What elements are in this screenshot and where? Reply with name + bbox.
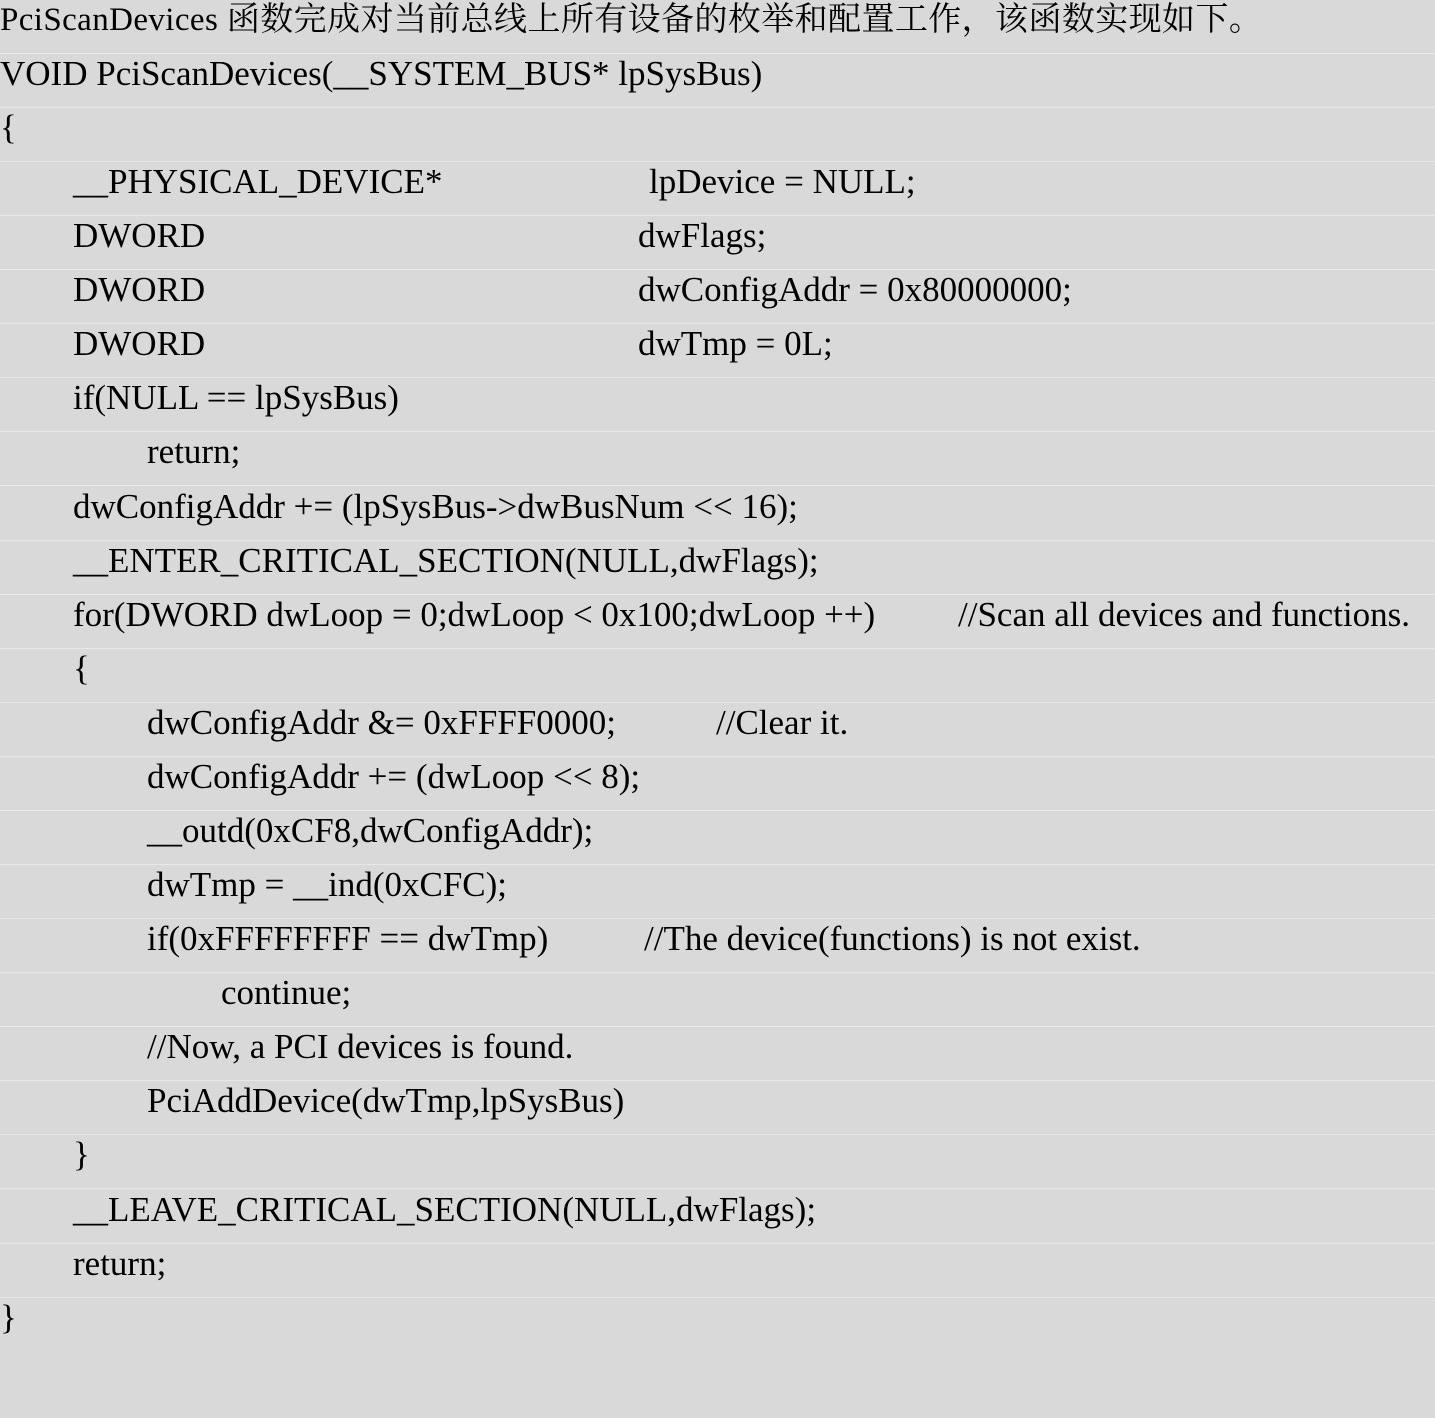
code-line-return-final xyxy=(0,1244,1435,1298)
if-statement: if(0xFFFFFFFF == dwTmp) xyxy=(147,919,549,958)
code-line-add-device xyxy=(0,1081,1435,1135)
code-line-if-null xyxy=(0,378,1435,432)
code-line-if-exist xyxy=(0,919,1435,973)
code-line-decl-flags xyxy=(0,216,1435,270)
decl-type: DWORD xyxy=(73,270,206,309)
code-line-signature xyxy=(0,54,1435,108)
function-signature: VOID PciScanDevices(__SYSTEM_BUS* lpSysBus) xyxy=(0,54,763,93)
code-line-close-brace xyxy=(0,1298,1435,1352)
continue-statement: continue; xyxy=(221,973,352,1012)
decl-type: DWORD xyxy=(73,324,206,363)
assignment-statement: dwTmp = __ind(0xCFC); xyxy=(147,865,508,904)
function-call: __outd(0xCF8,dwConfigAddr); xyxy=(147,811,594,850)
code-comment: //The device(functions) is not exist. xyxy=(644,919,1141,958)
code-comment: //Now, a PCI devices is found. xyxy=(147,1027,574,1066)
intro-text: PciScanDevices 函数完成对当前总线上所有设备的枚举和配置工作，该函数实现如下。 xyxy=(0,2,1263,38)
loop-close-brace: } xyxy=(73,1135,90,1174)
open-brace: { xyxy=(0,108,17,147)
code-line-return-early xyxy=(0,432,1435,486)
assignment-statement: dwConfigAddr += (dwLoop << 8); xyxy=(147,757,641,796)
return-statement: return; xyxy=(147,432,241,471)
code-comment: //Clear it. xyxy=(716,703,849,742)
loop-open-brace: { xyxy=(73,649,90,688)
code-comment: //Scan all devices and functions. xyxy=(958,595,1410,634)
code-line-outd xyxy=(0,811,1435,865)
code-line-for-loop xyxy=(0,595,1435,649)
code-line-ind xyxy=(0,865,1435,919)
macro-call: __ENTER_CRITICAL_SECTION(NULL,dwFlags); xyxy=(73,541,819,580)
code-line-bus-shift xyxy=(0,487,1435,541)
code-line-decl-device xyxy=(0,162,1435,216)
decl-name: dwFlags; xyxy=(638,216,767,255)
intro-paragraph xyxy=(0,0,1435,54)
assignment-statement: dwConfigAddr += (lpSysBus->dwBusNum << 16); xyxy=(73,487,798,526)
decl-type: DWORD xyxy=(73,216,206,255)
function-call: PciAddDevice(dwTmp,lpSysBus) xyxy=(147,1081,625,1120)
close-brace: } xyxy=(0,1298,17,1337)
return-statement: return; xyxy=(73,1244,167,1283)
code-line-decl-tmp xyxy=(0,324,1435,378)
if-statement: if(NULL == lpSysBus) xyxy=(73,378,399,417)
code-line-loop-open xyxy=(0,649,1435,703)
for-statement: for(DWORD dwLoop = 0;dwLoop < 0x100;dwLoop ++) xyxy=(73,595,876,634)
code-line-clear xyxy=(0,703,1435,757)
assignment-statement: dwConfigAddr &= 0xFFFF0000; xyxy=(147,703,616,742)
code-line-decl-configaddr xyxy=(0,270,1435,324)
code-line-enter-critical xyxy=(0,541,1435,595)
code-line-loop-shift xyxy=(0,757,1435,811)
decl-name: lpDevice = NULL; xyxy=(649,162,916,201)
decl-type: __PHYSICAL_DEVICE* xyxy=(73,162,443,201)
code-line-open-brace xyxy=(0,108,1435,162)
decl-name: dwConfigAddr = 0x80000000; xyxy=(638,270,1072,309)
code-line-continue xyxy=(0,973,1435,1027)
macro-call: __LEAVE_CRITICAL_SECTION(NULL,dwFlags); xyxy=(73,1190,817,1229)
code-line-loop-close xyxy=(0,1135,1435,1189)
code-line-leave-critical xyxy=(0,1190,1435,1244)
decl-name: dwTmp = 0L; xyxy=(638,324,833,363)
code-line-found-comment xyxy=(0,1027,1435,1081)
